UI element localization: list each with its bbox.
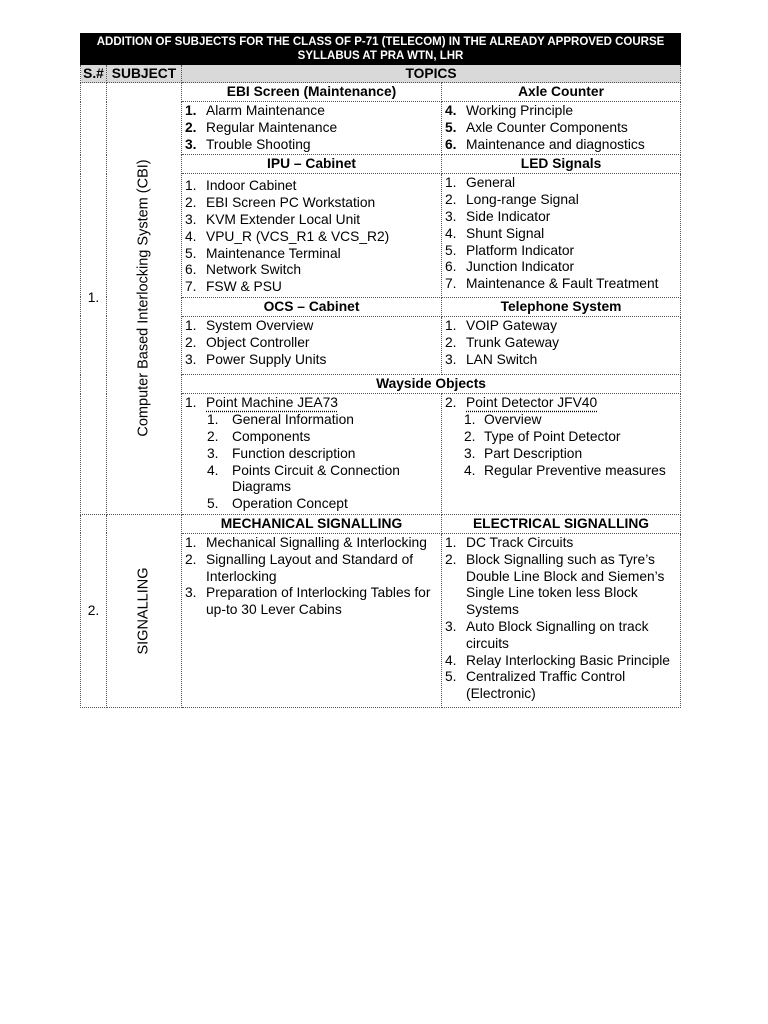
list-text: Preparation of Interlocking Tables for up-to 30 Lever Cabins xyxy=(206,585,431,618)
list-wayside-left xyxy=(182,395,441,412)
list-item xyxy=(442,120,680,137)
list-number: 3. xyxy=(185,136,197,152)
list-ipu xyxy=(182,178,441,296)
list-text: Function description xyxy=(232,445,356,461)
list-item xyxy=(182,262,441,279)
list-item xyxy=(442,653,680,670)
list-ebi xyxy=(182,103,441,153)
list-text: KVM Extender Local Unit xyxy=(206,211,361,227)
list-number: 1. xyxy=(464,412,476,428)
list-number: 3. xyxy=(445,351,457,367)
list-tel xyxy=(442,318,680,368)
list-item xyxy=(442,175,680,192)
list-text: Part Description xyxy=(484,445,583,461)
list-number: 2. xyxy=(445,551,457,567)
list-number: 2. xyxy=(185,334,197,350)
list-number: 7. xyxy=(445,276,457,292)
list-text: General xyxy=(466,175,516,191)
list-item xyxy=(182,120,441,137)
list-text: System Overview xyxy=(206,317,314,333)
list-text: Axle Counter Components xyxy=(466,119,628,135)
list-item xyxy=(182,412,441,429)
list-item xyxy=(182,335,441,352)
list-mech xyxy=(182,535,441,619)
list-item xyxy=(442,352,680,369)
section-title-tel: Telephone System xyxy=(442,297,681,316)
list-number: 2. xyxy=(185,195,197,211)
list-number: 1. xyxy=(185,317,197,333)
list-item xyxy=(182,429,441,446)
row1-subject-cell xyxy=(107,83,182,515)
list-number: 3. xyxy=(185,351,197,367)
list-item xyxy=(442,552,680,619)
list-text: Mechanical Signalling & Interlocking xyxy=(206,534,427,550)
list-text: Auto Block Signalling on track circuits xyxy=(466,618,649,651)
list-number: 7. xyxy=(185,279,197,295)
list-number: 4. xyxy=(445,103,457,118)
list-text: Platform Indicator xyxy=(466,242,575,258)
list-text: DC Track Circuits xyxy=(466,534,574,550)
list-text: Network Switch xyxy=(206,262,302,278)
list-number: 3. xyxy=(464,445,476,461)
list-text: Centralized Traffic Control (Electronic) xyxy=(466,669,626,702)
section-title-elec: ELECTRICAL SIGNALLING xyxy=(442,514,681,533)
list-number: 2. xyxy=(185,119,197,135)
list-text: Trunk Gateway xyxy=(466,334,560,350)
list-text: Type of Point Detector xyxy=(484,428,621,444)
list-item xyxy=(182,552,441,586)
list-item xyxy=(442,209,680,226)
section-title-ebi: EBI Screen (Maintenance) xyxy=(182,83,442,102)
section-title-ipu: IPU – Cabinet xyxy=(182,155,442,174)
list-item xyxy=(442,192,680,209)
list-item xyxy=(182,279,441,296)
list-number: 3. xyxy=(185,585,197,601)
syllabus-table xyxy=(80,33,681,708)
section-title-axle: Axle Counter xyxy=(442,83,681,102)
list-item xyxy=(182,103,441,120)
document-title: ADDITION OF SUBJECTS FOR THE CLASS OF P-71 (TELECOM) IN THE ALREADY APPROVED COURSE SYLLABUS AT PRA WTN, LHR xyxy=(81,34,681,65)
list-text: Maintenance and diagnostics xyxy=(466,136,645,152)
list-item xyxy=(182,137,441,154)
list-text: Long-range Signal xyxy=(466,192,579,208)
list-number: 1. xyxy=(185,103,197,118)
list-text: Overview xyxy=(484,412,542,428)
list-number: 5. xyxy=(185,245,197,261)
list-number: 1. xyxy=(207,412,219,428)
list-text: FSW & PSU xyxy=(206,279,282,295)
list-item xyxy=(182,535,441,552)
list-item: 2. Point Detector JFV40 xyxy=(445,395,598,411)
list-number: 4. xyxy=(445,652,457,668)
list-item xyxy=(442,103,680,120)
list-item xyxy=(182,246,441,263)
header-subject: SUBJECT xyxy=(107,65,182,83)
list-number: 5. xyxy=(445,242,457,258)
row1-sn: 1. xyxy=(81,83,107,515)
list-number: 1. xyxy=(445,175,457,191)
list-number: 2. xyxy=(445,334,457,350)
list-item xyxy=(182,318,441,335)
list-item xyxy=(442,619,680,653)
list-number: 1. xyxy=(445,317,457,333)
list-item xyxy=(182,352,441,369)
list-item xyxy=(182,212,441,229)
list-text: Regular Preventive measures xyxy=(484,462,666,478)
list-item xyxy=(442,226,680,243)
list-item xyxy=(182,229,441,246)
list-text: Working Principle xyxy=(466,103,574,118)
list-number: 2. xyxy=(445,192,457,208)
list-number: 4. xyxy=(185,228,197,244)
list-text: Side Indicator xyxy=(466,208,551,224)
list-text: Relay Interlocking Basic Principle xyxy=(466,652,670,668)
list-item xyxy=(442,429,680,446)
list-item xyxy=(442,669,680,703)
header-topics: TOPICS xyxy=(182,65,681,83)
list-text: Maintenance & Fault Treatment xyxy=(466,276,659,292)
list-text: Points Circuit & Connection Diagrams xyxy=(232,462,400,495)
list-number: 5. xyxy=(445,669,457,685)
list-number: 1. xyxy=(185,534,197,550)
list-text: Shunt Signal xyxy=(466,225,545,241)
list-number: 2. xyxy=(464,428,476,444)
list-point-detector xyxy=(442,412,680,479)
row2-subject-cell xyxy=(107,514,182,707)
list-text: Junction Indicator xyxy=(466,259,575,275)
list-item xyxy=(442,463,680,480)
list-item xyxy=(442,318,680,335)
list-item xyxy=(182,585,441,619)
list-text: Power Supply Units xyxy=(206,351,327,367)
header-sn: S.# xyxy=(81,65,107,83)
list-number: 6. xyxy=(185,262,197,278)
list-item xyxy=(442,276,680,293)
list-item xyxy=(182,496,441,513)
list-number: 6. xyxy=(445,136,457,152)
list-text: Operation Concept xyxy=(232,496,348,512)
list-text: LAN Switch xyxy=(466,351,538,367)
list-axle xyxy=(442,103,680,153)
list-number: 5. xyxy=(207,496,219,512)
list-item xyxy=(442,412,680,429)
list-text: EBI Screen PC Workstation xyxy=(206,195,376,211)
list-item xyxy=(442,137,680,154)
list-ocs xyxy=(182,318,441,368)
list-item xyxy=(442,446,680,463)
row2-sn: 2. xyxy=(81,514,107,707)
list-number: 1. xyxy=(185,178,197,194)
syllabus-page xyxy=(80,33,680,708)
list-wayside-right xyxy=(442,395,680,412)
list-number: 4. xyxy=(464,462,476,478)
list-text: Signalling Layout and Standard of Interlocking xyxy=(206,551,414,584)
section-title-wayside: Wayside Objects xyxy=(182,375,681,394)
list-number: 3. xyxy=(445,618,457,634)
list-text: Maintenance Terminal xyxy=(206,245,341,261)
list-number: 3. xyxy=(207,445,219,461)
list-led xyxy=(442,175,680,293)
list-item xyxy=(182,195,441,212)
list-text: Regular Maintenance xyxy=(206,119,338,135)
list-text: Components xyxy=(232,428,311,444)
list-item xyxy=(442,535,680,552)
list-item xyxy=(442,243,680,260)
list-item xyxy=(442,335,680,352)
list-text: General Information xyxy=(232,412,354,428)
list-item xyxy=(182,446,441,463)
list-elec xyxy=(442,535,680,703)
list-number: 3. xyxy=(185,211,197,227)
list-item: 1. Point Machine JEA73 xyxy=(185,395,338,411)
list-number: 4. xyxy=(207,462,219,478)
list-item xyxy=(182,463,441,497)
list-text: Indoor Cabinet xyxy=(206,178,297,194)
list-text: Block Signalling such as Tyre’s Double Line Block and Siemen’s Single Line token less Block Systems xyxy=(466,551,665,618)
section-title-led: LED Signals xyxy=(442,155,681,174)
list-number: 6. xyxy=(445,259,457,275)
list-number: 3. xyxy=(445,208,457,224)
list-item xyxy=(442,259,680,276)
row2-subject: SIGNALLING xyxy=(135,567,152,655)
list-point-machine xyxy=(182,412,441,513)
list-text: Object Controller xyxy=(206,334,310,350)
row1-subject: Computer Based Interlocking System (CBI) xyxy=(135,159,152,438)
list-number: 1. xyxy=(445,534,457,550)
list-text: Alarm Maintenance xyxy=(206,103,325,118)
section-title-mech: MECHANICAL SIGNALLING xyxy=(182,514,442,533)
list-number: 4. xyxy=(445,225,457,241)
list-text: Trouble Shooting xyxy=(206,136,311,152)
section-title-ocs: OCS – Cabinet xyxy=(182,297,442,316)
list-text: VPU_R (VCS_R1 & VCS_R2) xyxy=(206,228,390,244)
list-item xyxy=(182,178,441,195)
list-number: 2. xyxy=(185,551,197,567)
list-text: VOIP Gateway xyxy=(466,317,558,333)
list-number: 2. xyxy=(207,428,219,444)
list-number: 5. xyxy=(445,119,457,135)
